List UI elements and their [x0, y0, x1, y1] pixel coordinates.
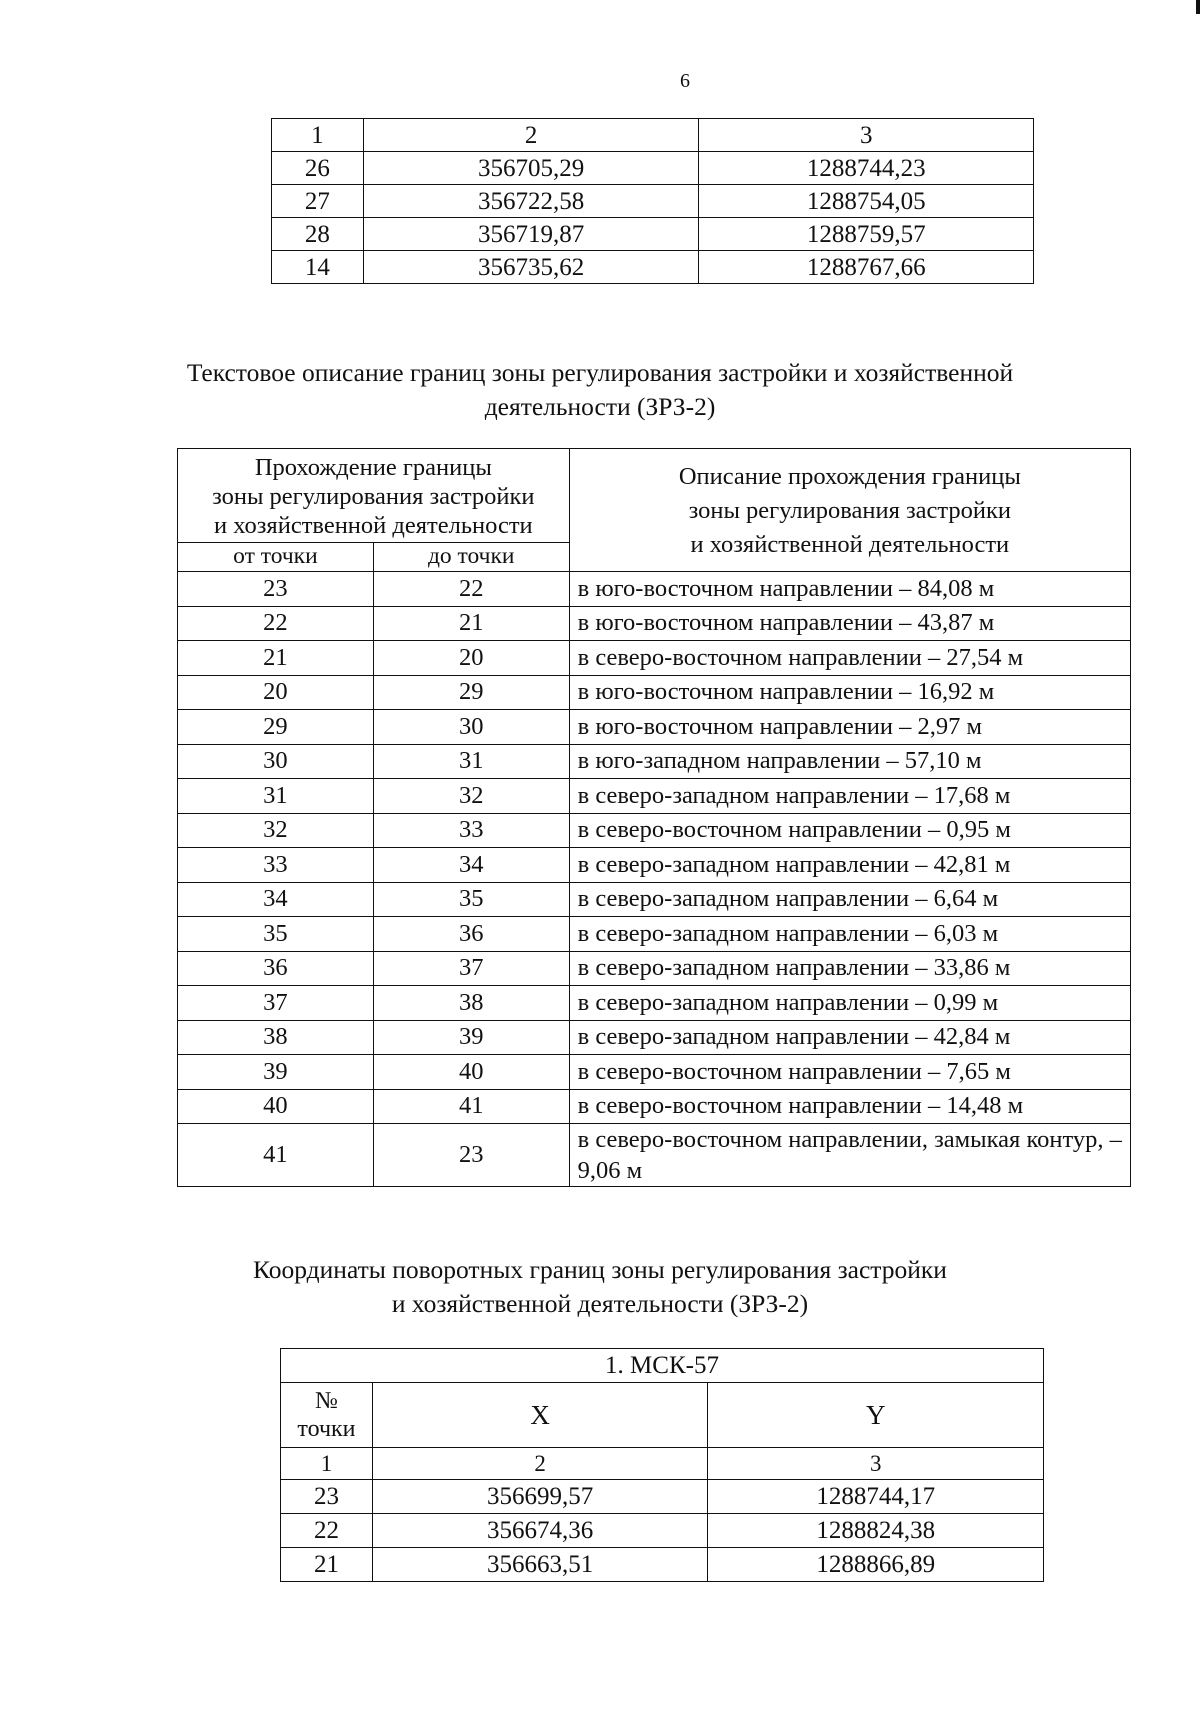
y-coordinate-cell: 1288866,89	[708, 1548, 1044, 1582]
table-row	[178, 744, 1131, 779]
boundary-description-cell: в юго-восточном направлении – 16,92 м	[569, 675, 1130, 710]
coordinates-heading	[0, 1253, 1200, 1321]
from-point-cell: 34	[178, 882, 374, 917]
boundary-description-cell: в юго-восточном направлении – 84,08 м	[569, 572, 1130, 607]
table-header-row	[178, 449, 1131, 543]
to-point-cell: 30	[373, 710, 569, 745]
coordinates-header-row	[281, 1383, 1044, 1448]
from-point-cell: 23	[178, 572, 374, 607]
table-row	[178, 1020, 1131, 1055]
from-point-header: от точки	[178, 543, 374, 572]
y-coordinate-cell: 1288824,38	[708, 1514, 1044, 1548]
to-point-cell: 20	[373, 641, 569, 676]
page-number: 6	[680, 70, 690, 92]
to-point-cell: 29	[373, 675, 569, 710]
heading-line: и хозяйственной деятельности (ЗРЗ-2)	[391, 1289, 809, 1318]
to-point-cell: 32	[373, 779, 569, 814]
heading-line: деятельности (ЗРЗ-2)	[484, 392, 716, 421]
boundary-description-cell: в северо-восточном направлении, замыкая контур, – 9,06 м	[569, 1124, 1130, 1187]
column-number-cell: 1	[281, 1448, 373, 1480]
boundary-passage-header	[178, 449, 570, 543]
boundary-description-cell: в северо-восточном направлении – 27,54 м	[569, 641, 1130, 676]
x-coordinate-cell: 356719,87	[363, 218, 699, 251]
table-row	[178, 882, 1131, 917]
scan-artifact-mark	[1196, 0, 1200, 14]
header-line: зоны регулирования застройки	[688, 497, 1012, 524]
table-row	[178, 675, 1131, 710]
x-coordinate-cell: 356722,58	[363, 185, 699, 218]
header-line: Прохождение границы	[254, 454, 492, 481]
column-number-cell: 1	[272, 119, 364, 152]
point-number-cell: 28	[272, 218, 364, 251]
table-row	[281, 1480, 1044, 1514]
from-point-cell: 41	[178, 1124, 374, 1187]
table-row	[178, 1055, 1131, 1090]
y-coordinate-cell: 1288744,23	[699, 152, 1034, 185]
header-line: точки	[297, 1416, 356, 1442]
to-point-cell: 39	[373, 1020, 569, 1055]
from-point-cell: 36	[178, 951, 374, 986]
y-coordinate-cell: 1288759,57	[699, 218, 1034, 251]
x-coordinate-cell: 356699,57	[372, 1480, 708, 1514]
to-point-cell: 33	[373, 813, 569, 848]
coordinates-continuation-body	[272, 119, 1034, 284]
to-point-cell: 38	[373, 986, 569, 1021]
column-number-cell: 2	[372, 1448, 708, 1480]
to-point-cell: 37	[373, 951, 569, 986]
column-number-row	[272, 119, 1034, 152]
point-number-cell: 23	[281, 1480, 373, 1514]
from-point-cell: 38	[178, 1020, 374, 1055]
from-point-cell: 21	[178, 641, 374, 676]
coordinates-continuation-table	[271, 118, 1034, 284]
x-coordinate-cell: 356674,36	[372, 1514, 708, 1548]
to-point-cell: 22	[373, 572, 569, 607]
to-point-cell: 21	[373, 606, 569, 641]
coordinates-msk-table	[280, 1348, 1044, 1582]
table-row	[281, 1514, 1044, 1548]
table-row	[178, 606, 1131, 641]
from-point-cell: 33	[178, 848, 374, 883]
coordinate-system-title: 1. МСК-57	[281, 1349, 1044, 1383]
column-number-cell: 3	[699, 119, 1034, 152]
boundary-description-cell: в юго-восточном направлении – 2,97 м	[569, 710, 1130, 745]
to-point-cell: 34	[373, 848, 569, 883]
coordinates-msk-body	[281, 1349, 1044, 1582]
table-row	[281, 1548, 1044, 1582]
table-row	[272, 185, 1034, 218]
from-point-cell: 31	[178, 779, 374, 814]
from-point-cell: 40	[178, 1089, 374, 1124]
boundary-description-table	[177, 448, 1131, 1187]
table-row	[178, 813, 1131, 848]
y-coordinate-cell: 1288754,05	[699, 185, 1034, 218]
y-coordinate-cell: 1288767,66	[699, 251, 1034, 284]
boundary-description-cell: в северо-западном направлении – 0,99 м	[569, 986, 1130, 1021]
header-line: зоны регулирования застройки	[212, 483, 535, 510]
boundary-description-cell: в северо-западном направлении – 42,81 м	[569, 848, 1130, 883]
table-row	[178, 917, 1131, 952]
y-coordinate-header: Y	[708, 1383, 1044, 1448]
column-number-row	[281, 1448, 1044, 1480]
table-row	[178, 1124, 1131, 1187]
table-row	[178, 779, 1131, 814]
point-number-cell: 14	[272, 251, 364, 284]
boundary-description-cell: в северо-западном направлении – 6,03 м	[569, 917, 1130, 952]
boundary-description-cell: в юго-западном направлении – 57,10 м	[569, 744, 1130, 779]
from-point-cell: 32	[178, 813, 374, 848]
table-row	[272, 251, 1034, 284]
x-coordinate-cell: 356663,51	[372, 1548, 708, 1582]
heading-line: Координаты поворотных границ зоны регулирования застройки	[253, 1255, 947, 1284]
x-coordinate-cell: 356735,62	[363, 251, 699, 284]
to-point-cell: 31	[373, 744, 569, 779]
table-row	[178, 572, 1131, 607]
point-number-header	[281, 1383, 373, 1448]
from-point-cell: 37	[178, 986, 374, 1021]
coordinate-system-row	[281, 1349, 1044, 1383]
header-line: и хозяйственной деятельности	[690, 531, 1010, 558]
from-point-cell: 29	[178, 710, 374, 745]
boundary-description-header	[569, 449, 1130, 572]
to-point-cell: 40	[373, 1055, 569, 1090]
to-point-header: до точки	[373, 543, 569, 572]
column-number-cell: 3	[708, 1448, 1044, 1480]
table-row	[272, 218, 1034, 251]
boundary-description-cell: в северо-западном направлении – 42,84 м	[569, 1020, 1130, 1055]
table-row	[178, 848, 1131, 883]
from-point-cell: 20	[178, 675, 374, 710]
header-line: Описание прохождения границы	[678, 463, 1021, 490]
x-coordinate-header: X	[372, 1383, 708, 1448]
boundary-description-cell: в северо-восточном направлении – 7,65 м	[569, 1055, 1130, 1090]
header-line: №	[315, 1388, 338, 1414]
to-point-cell: 36	[373, 917, 569, 952]
table-row	[272, 152, 1034, 185]
table-row	[178, 986, 1131, 1021]
boundary-description-cell: в северо-западном направлении – 17,68 м	[569, 779, 1130, 814]
point-number-cell: 27	[272, 185, 364, 218]
from-point-cell: 22	[178, 606, 374, 641]
to-point-cell: 23	[373, 1124, 569, 1187]
boundary-description-cell: в юго-восточном направлении – 43,87 м	[569, 606, 1130, 641]
heading-line: Текстовое описание границ зоны регулирования застройки и хозяйственной	[186, 358, 1014, 387]
boundary-description-cell: в северо-западном направлении – 33,86 м	[569, 951, 1130, 986]
from-point-cell: 39	[178, 1055, 374, 1090]
boundary-description-body	[178, 449, 1131, 1187]
to-point-cell: 35	[373, 882, 569, 917]
boundary-description-heading	[0, 356, 1200, 424]
boundary-description-cell: в северо-восточном направлении – 14,48 м	[569, 1089, 1130, 1124]
header-line: и хозяйственной деятельности	[213, 512, 533, 539]
table-row	[178, 641, 1131, 676]
y-coordinate-cell: 1288744,17	[708, 1480, 1044, 1514]
point-number-cell: 21	[281, 1548, 373, 1582]
table-row	[178, 1089, 1131, 1124]
point-number-cell: 26	[272, 152, 364, 185]
table-row	[178, 710, 1131, 745]
boundary-description-cell: в северо-восточном направлении – 0,95 м	[569, 813, 1130, 848]
from-point-cell: 35	[178, 917, 374, 952]
from-point-cell: 30	[178, 744, 374, 779]
boundary-description-cell: в северо-западном направлении – 6,64 м	[569, 882, 1130, 917]
x-coordinate-cell: 356705,29	[363, 152, 699, 185]
point-number-cell: 22	[281, 1514, 373, 1548]
column-number-cell: 2	[363, 119, 699, 152]
table-row	[178, 951, 1131, 986]
to-point-cell: 41	[373, 1089, 569, 1124]
